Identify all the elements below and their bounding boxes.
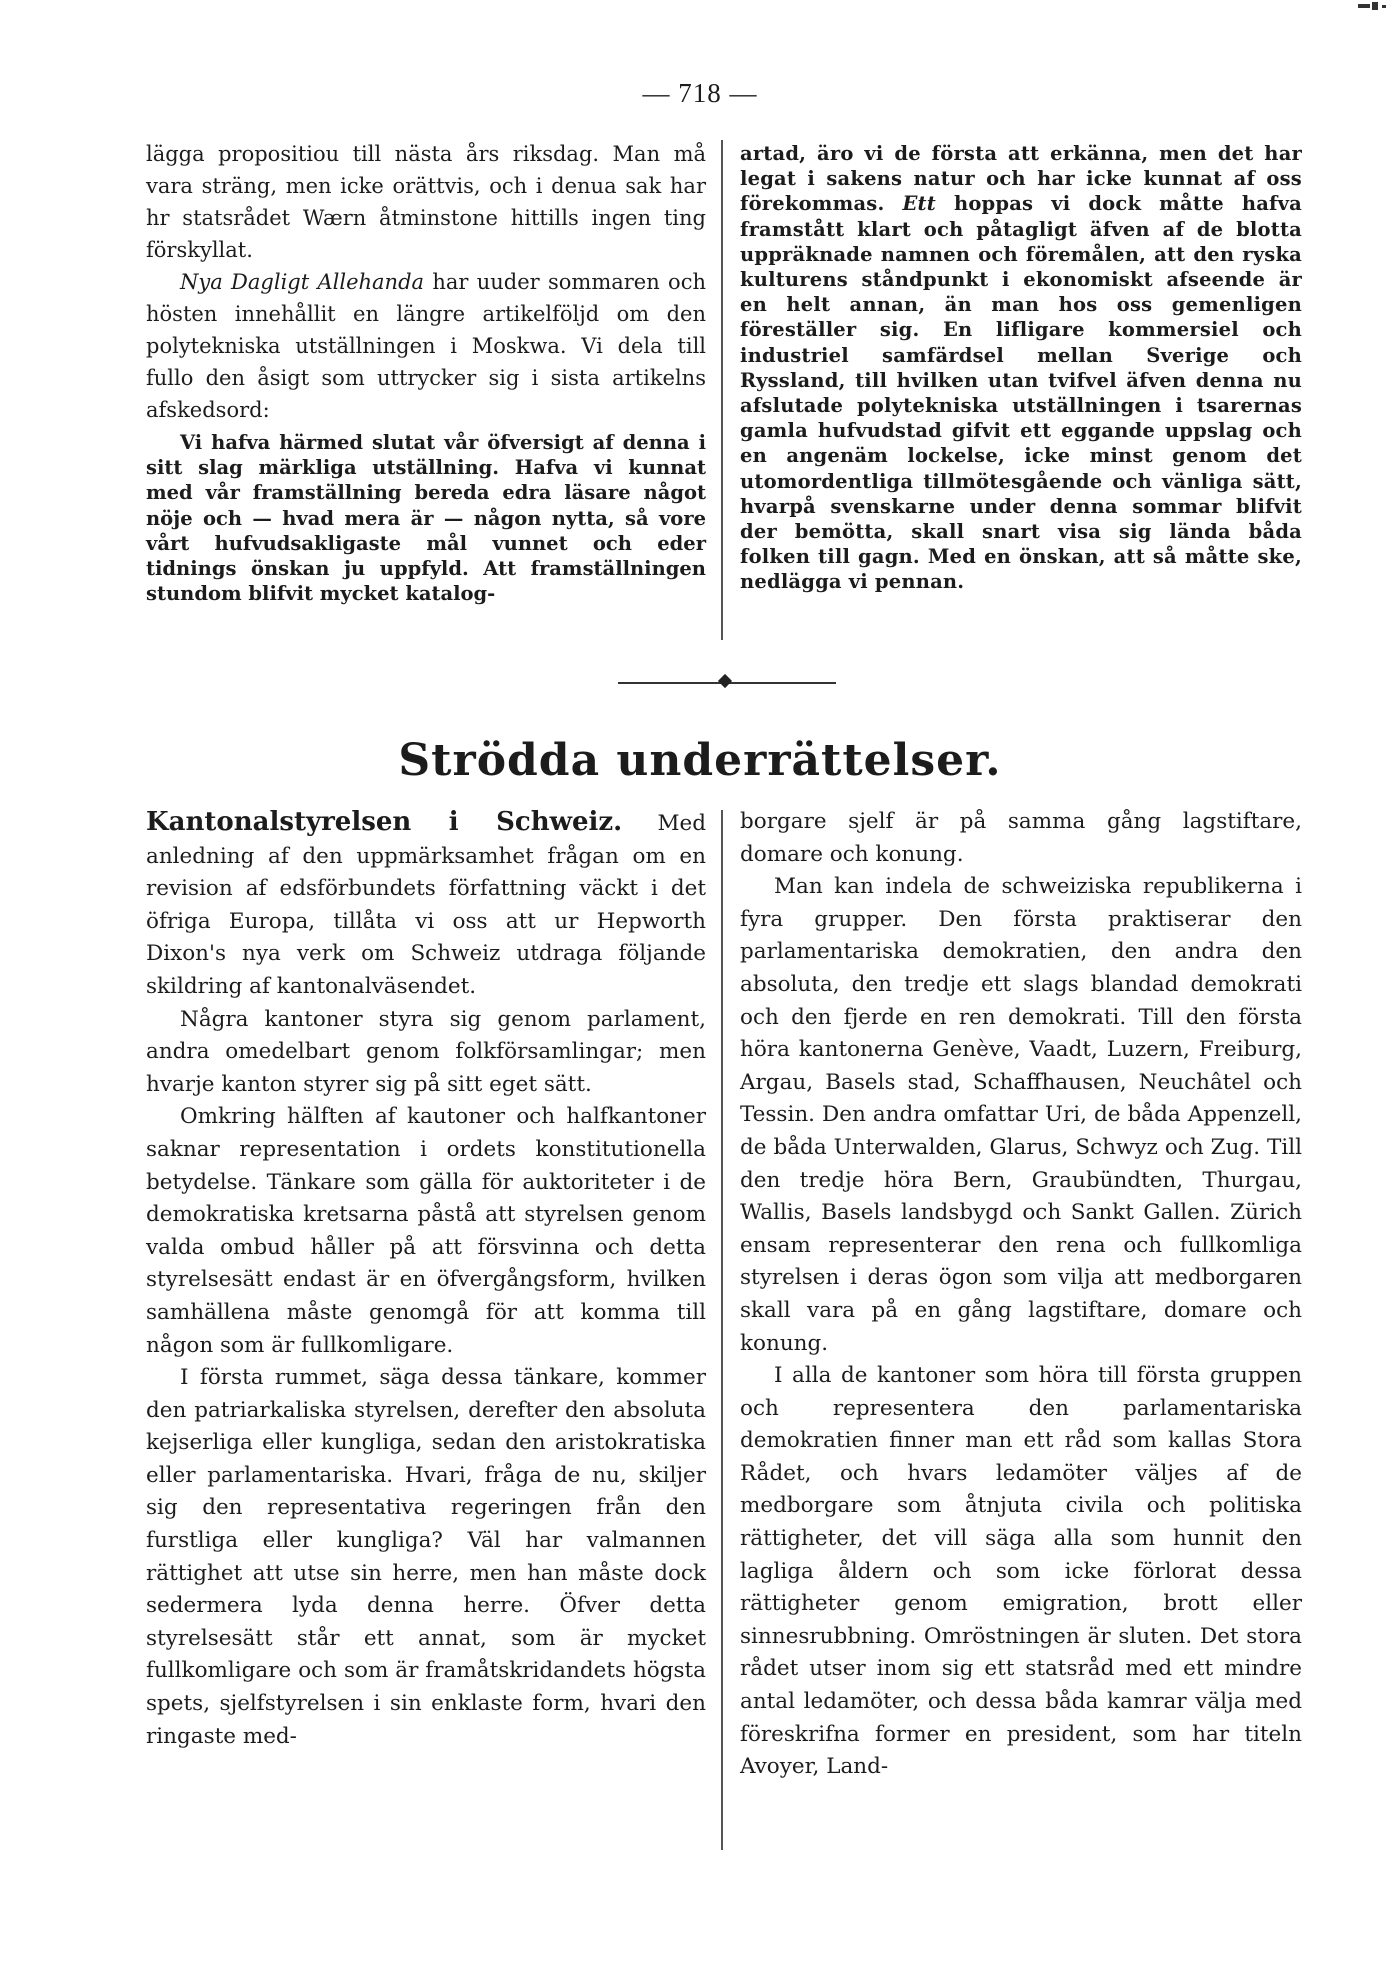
article-heading: Kantonalstyrelsen i Schweiz.: [146, 807, 623, 837]
paragraph: I första rummet, säga dessa tänkare, kommer den patriarkaliska styrelsen, derefter den absoluta kejserliga eller kungliga, sedan den aristokratiska eller parlamentariska. Hvari, fråga de nu, skiljer sig den representativa regeringen från den furstliga eller kungliga? Väl har valmannen rättighet att utse sin herre, men han måste dock sedermera lyda denna herre. Öfver detta styrelsesätt står ett annat, som är mycket fullkomligare och som är framåtskridandets högsta spets, sjelfstyrelsen i sin enklaste form, hvari den ringaste med-: [146, 1365, 706, 1749]
paragraph: Några kantoner styra sig genom parlament, andra omedelbart genom folkförsamlingar; men hvarje kanton styrer sig på sitt eget sätt.: [146, 1006, 706, 1097]
paragraph-text: Med anledning af den uppmärksamhet frågan om en revision af edsförbundets författning väckt i det öfriga Europa, tillåta vi oss att ur Hepworth Dixon's nya verk om Schweiz utdraga följande skildring af kantonalväsendet.: [146, 811, 706, 999]
paragraph: Man kan indela de schweiziska republikerna i fyra grupper. Den första praktiserar den parlamentariska demokratien, den andra den absoluta, den tredje ett slags blandad demokrati och den fjerde en ren demokrati. Till den första höra kantonerna Genève, Vaadt, Luzern, Freiburg, Argau, Basels stad, Schaffhausen, Neuchâtel och Tessin. Den andra omfattar Uri, de båda Appenzell, de båda Unterwalden, Glarus, Schwyz och Zug. Till den tredje höra Bern, Graubündten, Thurgau, Wallis, Basels landsbygd och Sankt Gallen. Zürich ensam representerar den rena och fullkomliga styrelsen i deras ögon som vilja att medborgaren skall vara på en gång lagstiftare, domare och konung.: [740, 874, 1302, 1356]
column-rule-top: [721, 140, 723, 640]
top-right-column: [740, 141, 1302, 595]
paragraph-text: har uuder sommaren och hösten innehållit en längre artikelföljd om den polytekniska utställningen i Moskwa. Vi dela till fullo den åsigt som uttrycker sig i sista artikelns afskedsord:: [146, 270, 706, 422]
bottom-right-column: [740, 806, 1302, 1784]
page-number: — 718 —: [642, 78, 758, 108]
paragraph: [740, 141, 1302, 595]
column-rule-bottom: [721, 810, 723, 1850]
divider-ornament: [718, 674, 732, 688]
paragraph-text: artad, äro vi de första att erkänna, men det har legat i sakens natur och har icke kunnat af oss förekommas.: [740, 142, 1302, 216]
corner-ink-mark: [1352, 0, 1392, 14]
section-title: Strödda underrättelser.: [398, 735, 1002, 786]
emphasis: Ett: [902, 192, 936, 216]
newspaper-title: Nya Dagligt Allehanda: [180, 270, 425, 294]
paragraph: borgare sjelf är på samma gång lagstiftare, domare och konung.: [740, 809, 1302, 867]
bottom-left-column: [146, 806, 706, 1753]
quote-paragraph: Vi hafva härmed slutat vår öfversigt af denna i sitt slag märkliga utställning. Hafva vi kunnat med vår framställning bereda edra läsare något nöje och — hvad mera är — någon nytta, så vore vårt hufvudsakligaste mål vunnet och eder tidnings önskan ju uppfyld. Att framställningen stundom blifvit mycket katalog-: [146, 431, 706, 606]
paragraph: [146, 806, 706, 1004]
paragraph-text: hoppas vi dock måtte hafva framstått klart och påtagligt äfven af de blotta uppräknade namnen och föremålen, att den ryska kulturens ståndpunkt i ekonomiskt afseende är en helt annan, än man hos oss gemenligen föreställer sig. En lifligare kommersiel och industriel samfärdsel mellan Sverige och Ryssland, till hvilken utan tvifvel äfven denna nu afslutade polytekniska utställningen i tsarernas gamla hufvudstad gifvit ett eggande uppslag och en angenäm lockelse, icke minst genom det utomordentliga tillmötesgående och vänliga sätt, hvarpå svenskarne under denna sommar blifvit der bemötta, skall snart visa sig lända båda folken till gagn. Med en önskan, att så måtte ske, nedlägga vi pennan.: [740, 192, 1303, 594]
top-left-column: [146, 138, 706, 606]
paragraph: lägga propositiou till nästa års riksdag. Man må vara sträng, men icke orättvis, och i denua sak har hr statsrådet Wærn åtminstone hittills ingen ting förskyllat.: [146, 142, 706, 262]
paragraph: Omkring hälften af kautoner och halfkantoner saknar representation i ordets konstitutionella betydelse. Tänkare som gälla för auktoriteter i de demokratiska kretsarna påstå att styrelsen genom valda ombud håller på att försvinna och detta styrelsesätt endast är en öfvergångsform, hvilken samhällena måste genomgå för att komma till någon som är fullkomligare.: [146, 1104, 706, 1358]
paragraph: [146, 266, 706, 426]
paragraph: I alla de kantoner som höra till första gruppen och representera den parlamentariska demokratien finner man ett råd som kallas Stora Rådet, och hvars ledamöter väljes af de medborgare som åtnjuta civila och politiska rättigheter, det vill säga alla som hunnit den lagliga åldern och som icke förlorat dessa rättigheter genom emigration, brott eller sinnesrubbning. Omröstningen är sluten. Det stora rådet utser inom sig ett statsråd med ett mindre antal ledamöter, och dessa båda kamrar välja med föreskrifna former en president, som har titeln Avoyer, Land-: [740, 1363, 1302, 1780]
